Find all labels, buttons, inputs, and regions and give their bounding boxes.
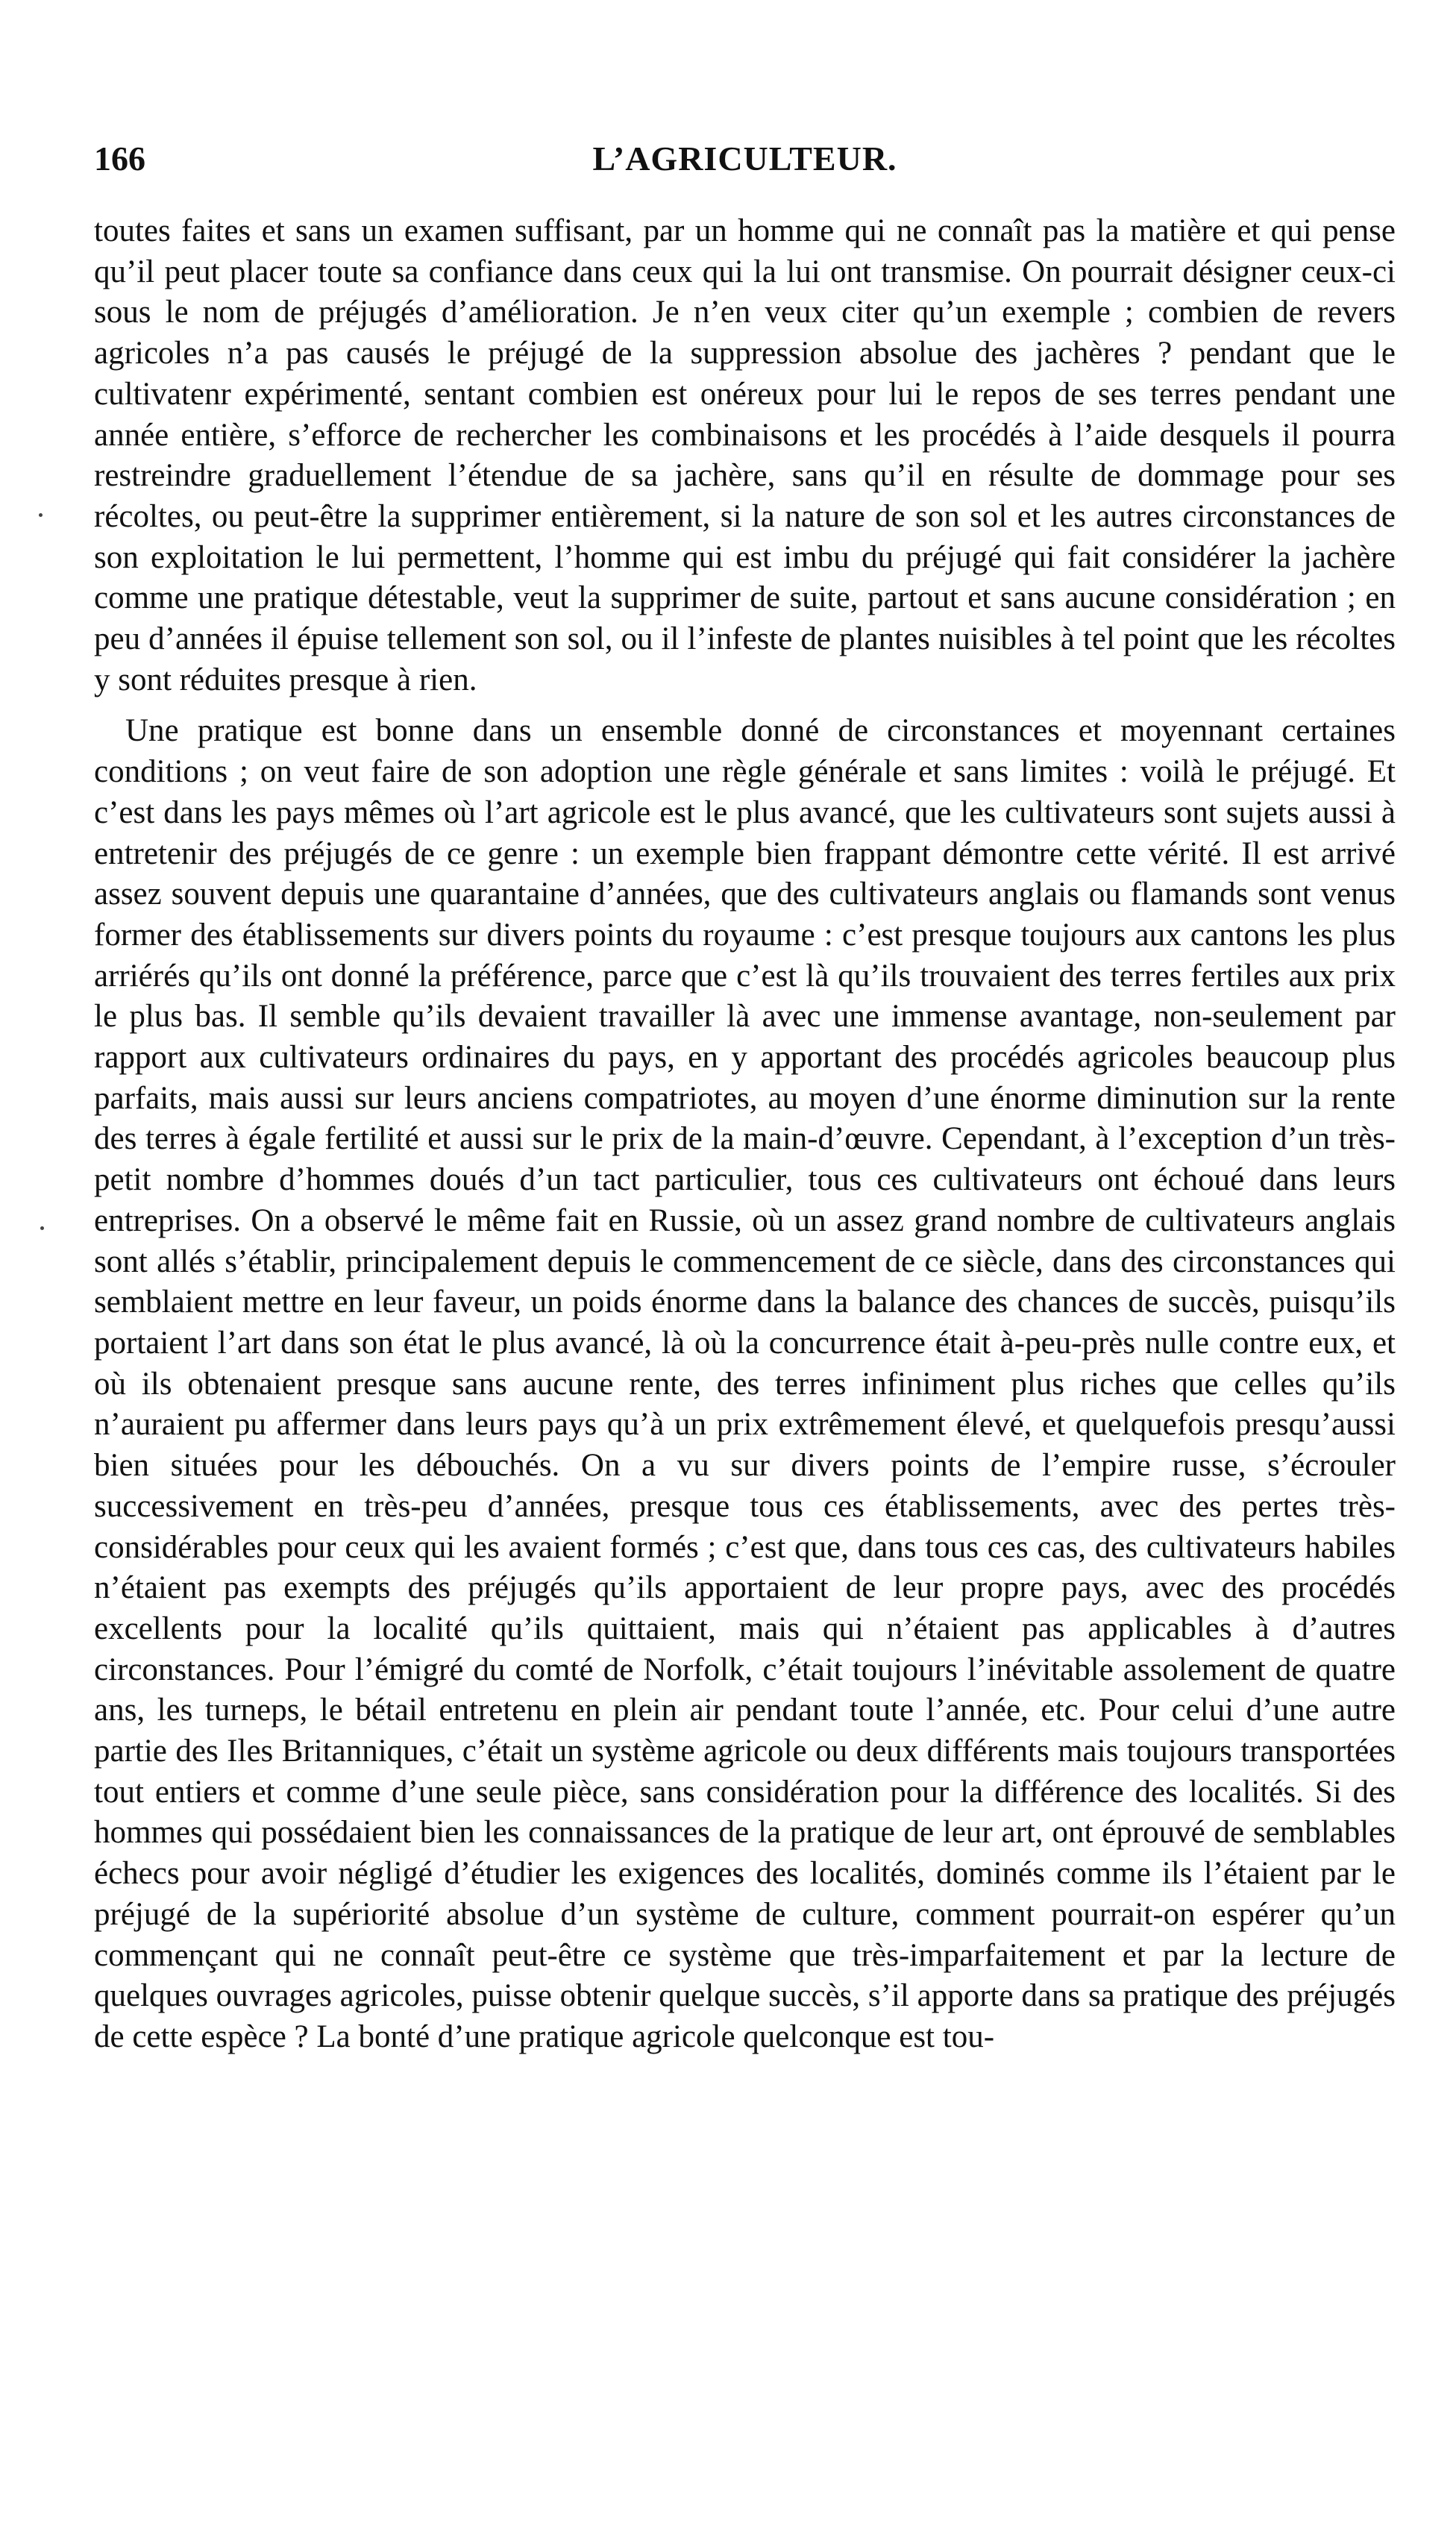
page-number: 166	[94, 139, 145, 178]
margin-mark	[39, 513, 43, 517]
running-title: L’AGRICULTEUR.	[592, 139, 897, 178]
paragraph-une-pratique: Une pratique est bonne dans un ensemble donné de circonstances et moyennant certaines conditions ; on veut faire de son adoption une règle générale et sans limites : voilà le préjugé. Et c’est dans les pays mêmes où l’art agricole est le plus avancé, que les cultivateurs sont sujets aussi à entretenir des préjugés de ce genre : un exemple bien frappant démontre cette vérité. Il est arrivé assez souvent depuis une quarantaine d’années, que des cultivateurs anglais ou flamands sont venus former des établissements sur divers points du royaume : c’est presque toujours aux cantons les plus arriérés qu’ils ont donné la préférence, parce que c’est là qu’ils trouvaient des terres fertiles aux prix le plus bas. Il semble qu’ils devaient travailler là avec une immense avantage, non-seulement par rapport aux cultivateurs ordinaires du pays, en y apportant des procédés agricoles beaucoup plus parfaits, mais aussi sur leurs anciens compatriotes, au moyen d’une énorme diminution sur la rente des terres à égale fertilité et aussi sur le prix de la main-d’œuvre. Cependant, à l’exception d’un très-petit nombre d’hommes doués d’un tact particulier, tous ces cultivateurs ont échoué dans leurs entreprises. On a observé le même fait en Russie, où un assez grand nombre de cultivateurs anglais sont allés s’établir, principalement depuis le commencement de ce siècle, dans des circonstances qui semblaient mettre en leur faveur, un poids énorme dans la balance des chances de succès, puisqu’ils portaient l’art dans son état le plus avancé, là où la concurrence était à-peu-près nulle contre eux, et où ils obtenaient presque sans aucune rente, des terres infiniment plus riches que celles qu’ils n’auraient pu affermer dans leurs pays qu’à un prix extrêmement élevé, et quelquefois presqu’aussi bien situées pour les débouchés. On a vu sur divers points de l’empire russe, s’écrouler successivement en très-peu d’années, presque tous ces établissements, avec des pertes très-considérables pour ceux qui les avaient formés ; c’est que, dans tous ces cas, des cultivateurs habiles n’étaient pas exempts des préjugés qu’ils apportaient de leur propre pays, avec des procédés excellents pour la localité qu’ils quittaient, mais qui n’étaient pas applicables à d’autres circonstances. Pour l’émigré du comté de Norfolk, c’était toujours l’inévitable assolement de quatre ans, les turneps, le bétail entretenu en plein air pendant toute l’année, etc. Pour celui d’une autre partie des Iles Britanniques, c’était un système agricole ou deux différents mais toujours transportées tout entiers et comme d’une seule pièce, sans considération pour la différence des localités. Si des hommes qui possédaient bien les connaissances de la pratique de leur art, ont éprouvé de semblables échecs pour avoir négligé d’étudier les exigences des localités, dominés comme ils l’étaient par le préjugé de la supériorité absolue d’un système de culture, comment pourrait-on espérer qu’un commençant qui ne connaît peut-être ce système que très-imparfaitement et par la lecture de quelques ouvrages agricoles, puisse obtenir quelque succès, s’il apporte dans sa pratique des préjugés de cette espèce ? La bonté d’une pratique agricole quelconque est tou-	[94, 713, 1396, 2054]
paragraph-continuation: toutes faites et sans un examen suffisant, par un homme qui ne connaît pas la matière et qui pense qu’il peut placer toute sa confiance dans ceux qui la lui ont transmise. On pourrait désigner ceux-ci sous le nom de préjugés d’amélioration. Je n’en veux citer qu’un exemple ; combien de revers agricoles n’a pas causés le préjugé de la suppression absolue des jachères ? pendant que le cultivatenr expérimenté, sentant combien est onéreux pour lui le repos de ses terres pendant une année entière, s’efforce de rechercher les combinaisons et les procédés à l’aide desquels il pourra restreindre graduellement l’étendue de sa jachère, sans qu’il en résulte de dommage pour ses récoltes, ou peut-être la supprimer entièrement, si la nature de son sol et les autres circonstances de son exploitation le lui permettent, l’homme qui est imbu du préjugé qui fait considérer la jachère comme une pratique détestable, veut la supprimer de suite, partout et sans aucune considération ; en peu d’années il épuise tellement son sol, ou il l’infeste de plantes nuisibles à tel point que les récoltes y sont réduites presque à rien.	[94, 213, 1396, 697]
running-head	[94, 133, 1396, 185]
margin-mark	[40, 1226, 44, 1230]
body-text	[94, 211, 1396, 2058]
